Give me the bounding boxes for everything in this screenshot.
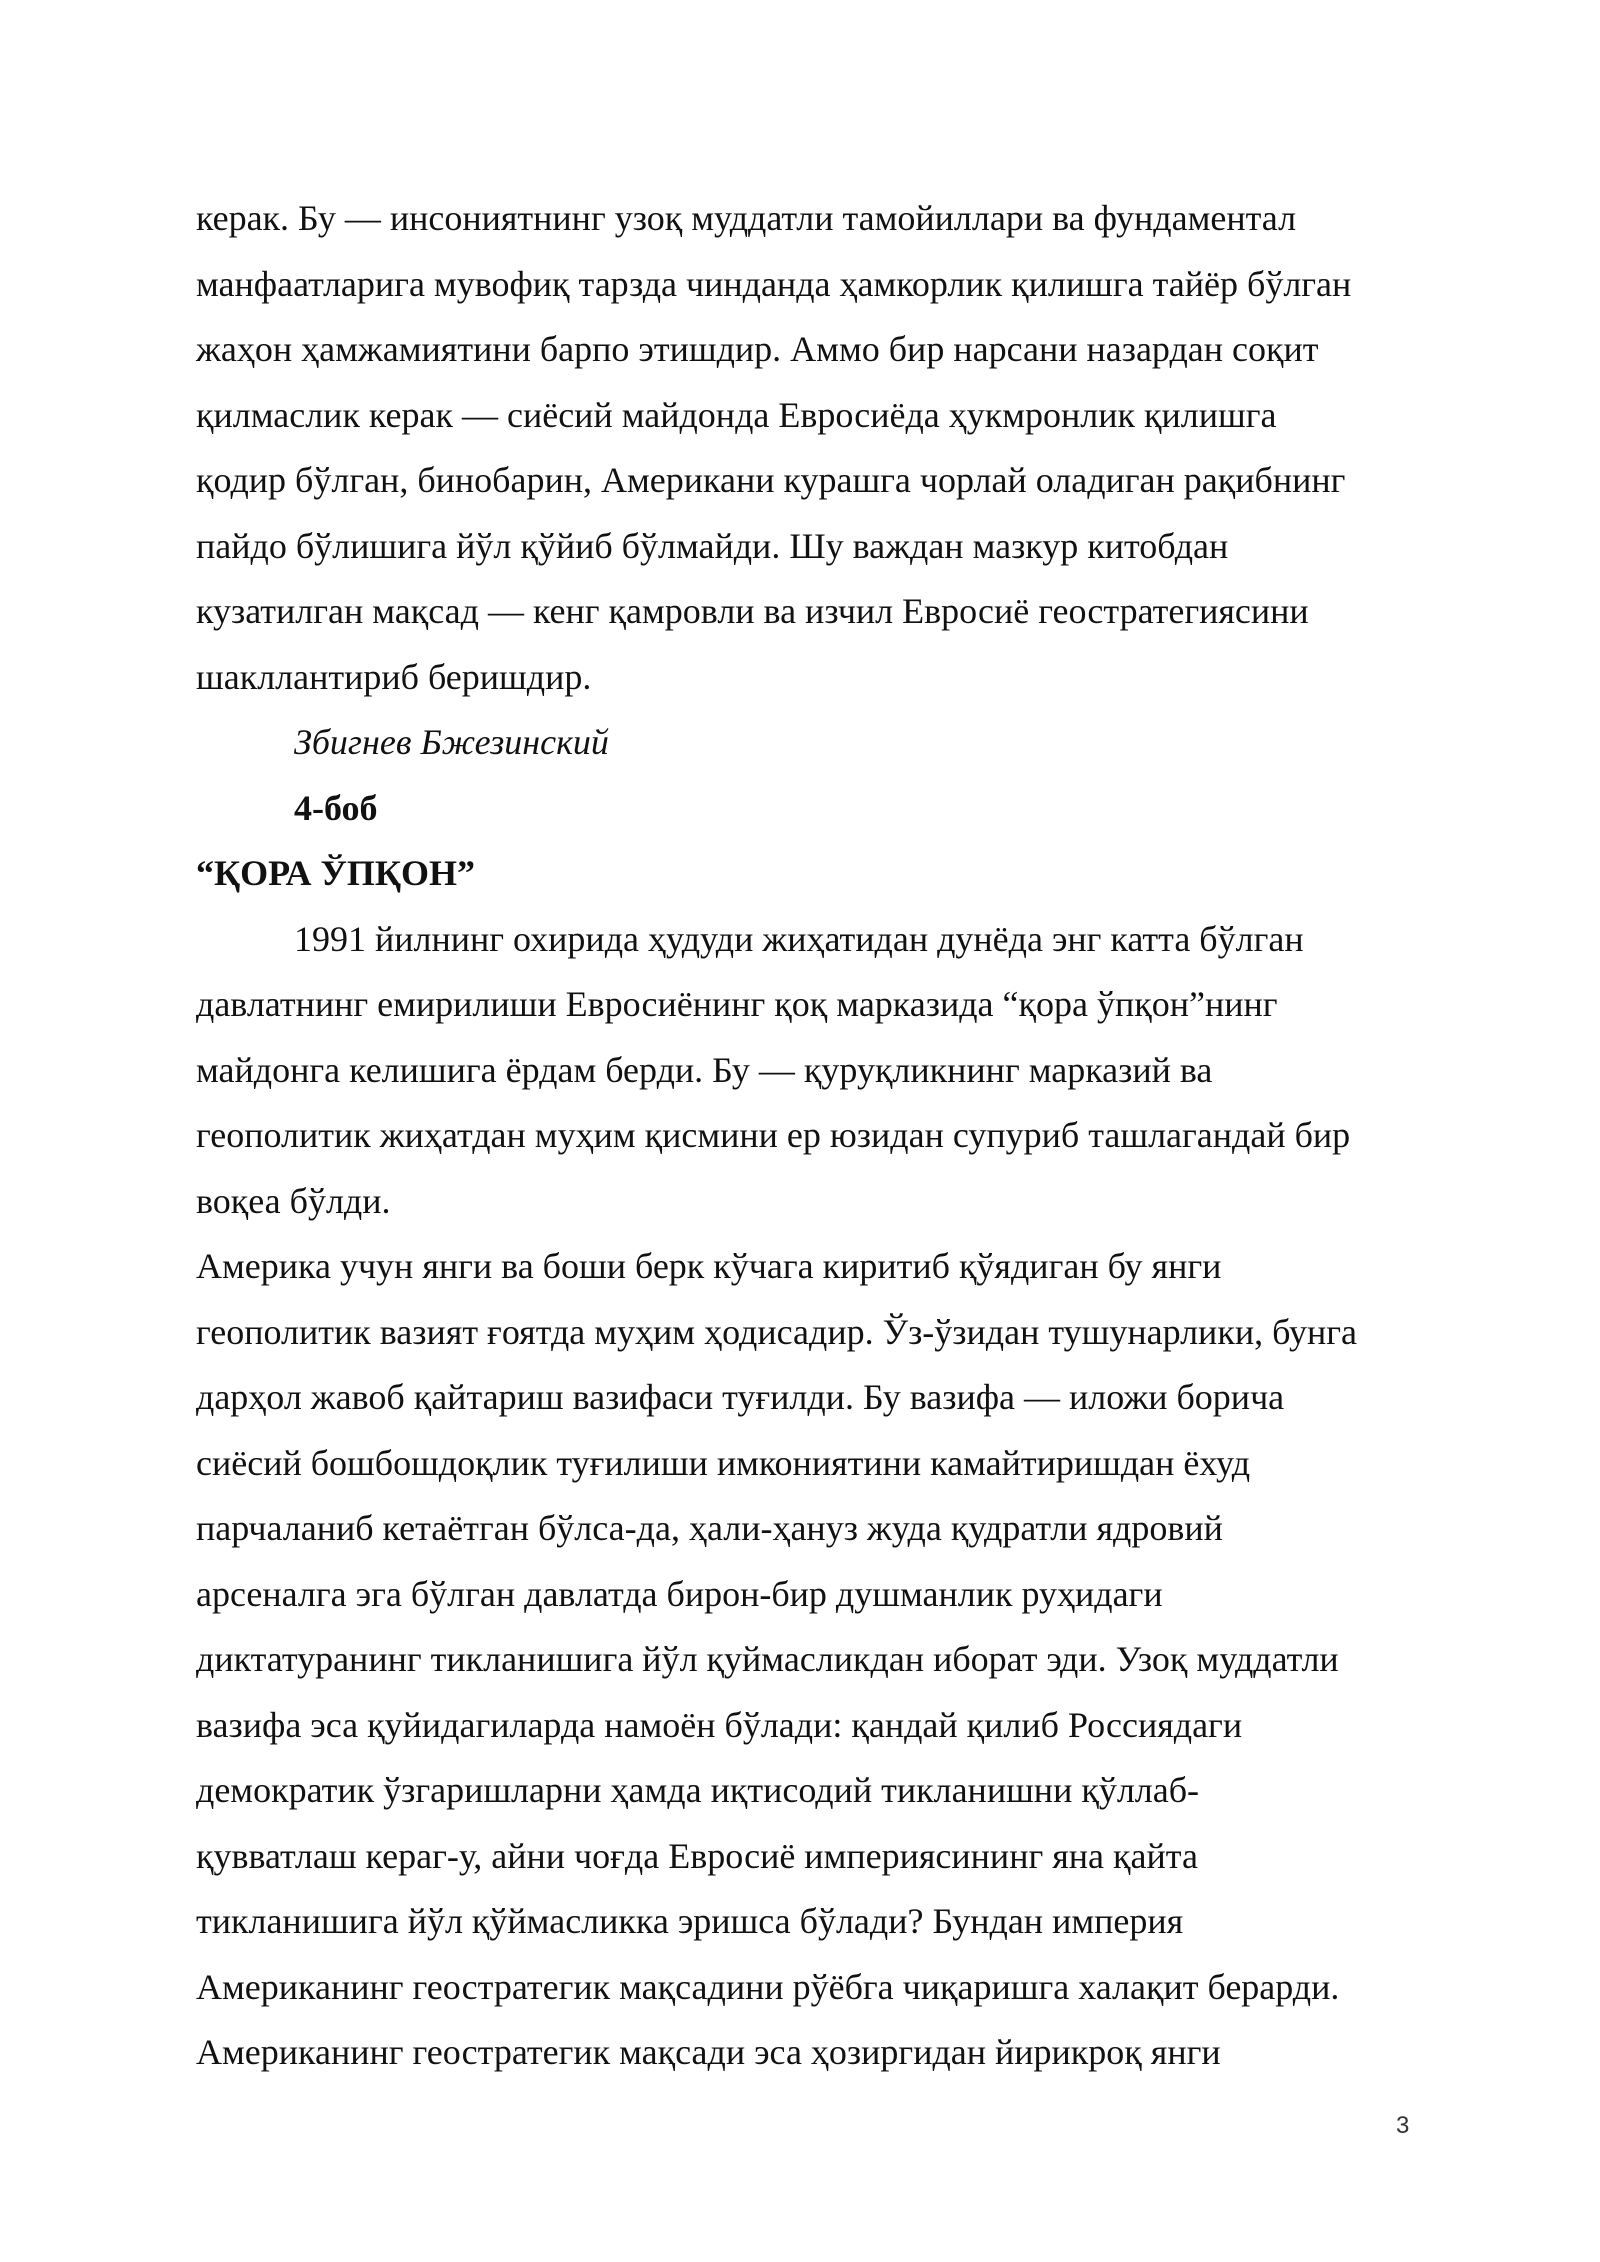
text-line: манфаатларига мувофиқ тарзда чинданда ҳамкорлик қилишга тайёр бўлган (196, 263, 1352, 304)
text-line: арсеналга эга бўлган давлатда бирон-бир душманлик руҳидаги (196, 1573, 1163, 1614)
text-line: вазифа эса қуйидагиларда намоён бўлади: қандай қилиб Россиядаги (196, 1704, 1243, 1745)
page-number: 3 (1396, 2112, 1410, 2139)
chapter-title: “ҚОРА ЎПҚОН” (196, 853, 476, 893)
text-line: парчаланиб кетаётган бўлса-да, ҳали-ҳануз жуда қудратли ядровий (196, 1508, 1223, 1548)
text-line: 1991 йилнинг охирида ҳудуди жиҳатидан дунёда энг катта бўлган (294, 918, 1304, 959)
text-line: демократик ўзгаришларни ҳамда иқтисодий тикланишни қўллаб- (196, 1770, 1200, 1810)
text-line: диктатуранинг тикланишига йўл қуймасликдан иборат эди. Узоқ муддатли (196, 1639, 1339, 1679)
text-line: Америка учун янги ва боши берк кўчага киритиб қўядиган бу янги (196, 1246, 1222, 1286)
text-line: тикланишига йўл қўймасликка эришса бўлади? Бундан империя (196, 1901, 1184, 1941)
text-line: воқеа бўлди. (196, 1180, 391, 1221)
text-line: шакллантириб беришдир. (196, 656, 592, 697)
text-line: жаҳон ҳамжамиятини барпо этишдир. Аммо бир нарсани назардан соқит (196, 329, 1319, 369)
paragraph (196, 907, 1426, 1235)
text-line: геополитик жиҳатдан муҳим қисмини ер юзидан супуриб ташлагандай бир (196, 1115, 1351, 1155)
text-line: кузатилган мақсад — кенг қамровли ва изчил Евросиё геостратегиясини (196, 591, 1309, 631)
text-line: майдонга келишига ёрдам берди. Бу — қуруқликнинг марказий ва (196, 1049, 1213, 1090)
text-line: Американинг геостратегик мақсади эса ҳозиргидан йирикроқ янги (196, 2032, 1221, 2072)
text-line: қодир бўлган, бинобарин, Американи курашга чорлай оладиган рақибнинг (196, 460, 1346, 500)
text-line: пайдо бўлишига йўл қўйиб бўлмайди. Шу важдан мазкур китобдан (196, 525, 1229, 566)
text-line: геополитик вазият ғоятда муҳим ҳодисадир. Ўз-ўзидан тушунарлики, бунга (196, 1311, 1358, 1352)
text-line: давлатнинг емирилиши Евросиёнинг қоқ марказида “қора ўпқон”нинг (196, 984, 1278, 1024)
text-line: қилмаслик керак — сиёсий майдонда Евросиёда ҳукмронлик қилишга (196, 394, 1277, 435)
paragraph (196, 1234, 1426, 2086)
chapter-label: 4-боб (294, 787, 378, 828)
text-line: дарҳол жавоб қайтариш вазифаси туғилди. Бу вазифа — иложи борича (196, 1377, 1285, 1417)
author-name: Збигнев Бжезинский (294, 722, 609, 762)
text-line: керак. Бу — инсониятнинг узоқ муддатли тамойиллари ва фундаментал (196, 198, 1297, 238)
text-line: сиёсий бошбошдоқлик туғилиши имкониятини камайтиришдан ёхуд (196, 1442, 1251, 1483)
page-content (196, 186, 1426, 2086)
paragraph (196, 186, 1426, 710)
text-line: қувватлаш кераг-у, айни чоғда Евросиё империясининг яна қайта (196, 1835, 1198, 1876)
text-line: Американинг геостратегик мақсадини рўёбга чиқаришга халақит берарди. (196, 1966, 1340, 2007)
